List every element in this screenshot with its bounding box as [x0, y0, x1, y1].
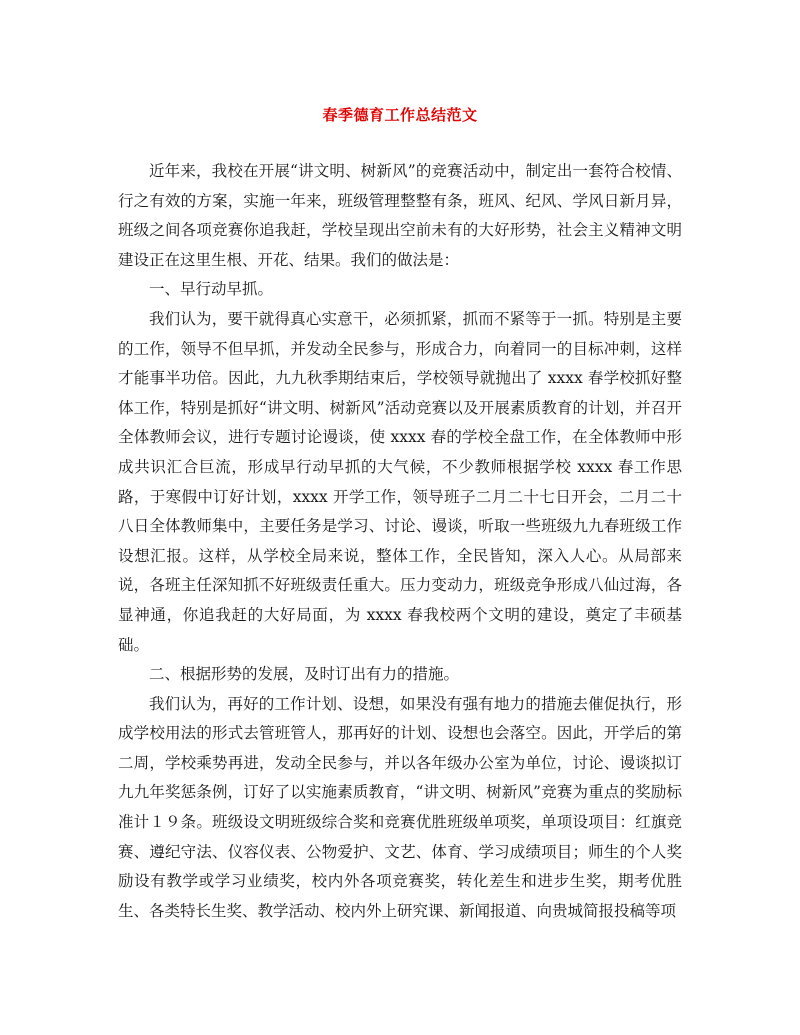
document-body	[118, 157, 682, 926]
paragraph-intro: 近年来，我校在开展“讲文明、树新风”的竞赛活动中，制定出一套符合校情、行之有效的方案，实施一年来，班级管理整整有条，班风、纪风、学风日新月异，班级之间各项竞赛你追我赶，学校呈现出空前未有的大好形势，社会主义精神文明建设正在这里生根、开花、结果。我们的做法是：	[118, 162, 682, 269]
paragraph-section-2: 我们认为，再好的工作计划、设想，如果没有强有地力的措施去催促执行，形成学校用法的形式去管班管人，那再好的计划、设想也会落空。因此，开学后的第二周，学校乘势再进，发动全民参与，并以各年级办公室为单位，讨论、谩谈拟订九九年奖惩条例，订好了以实施素质教育，“讲文明、树新风”竞赛为重点的奖励标准计１９条。班级设文明班级综合奖和竞赛优胜班级单项奖，单项设项目：红旗竞赛、遵纪守法、仪容仪表、公物爱护、文艺、体育、学习成绩项目；师生的个人奖励设有教学或学习业绩奖，校内外各项竞赛奖，转化差生和进步生奖，期考优胜生、各类特长生奖、教学活动、校内外上研究课、新闻报道、向贵城简报投稿等项	[118, 694, 682, 920]
section-heading-1: 一、早行动早抓。	[149, 280, 274, 299]
document-title: 春季德育工作总结范文	[322, 106, 478, 124]
section-heading-2: 二、根据形势的发展，及时订出有力的措施。	[149, 665, 460, 684]
paragraph-section-1: 我们认为，要干就得真心实意干，必须抓紧，抓而不紧等于一抓。特别是主要的工作，领导不但早抓，并发动全民参与，形成合力，向着同一的目标冲刺，这样才能事半功倍。因此，九九秋季期结束后，学校领导就抛出了 xxxx 春学校抓好整体工作，特别是抓好“讲文明、树新风”活动竞赛以及开展素质教育的计划，并召开全体教师会议，进行专题讨论谩谈，使 xxxx 春的学校全盘工作，在全体教师中形成共识汇合巨流，形成早行动早抓的大气候，不少教师根据学校 xxxx 春工作思路，于寒假中订好计划，xxxx 开学工作，领导班子二月二十七日开会，二月二十八日全体教师集中，主要任务是学习、讨论、谩谈，听取一些班级九九春班级工作设想汇报。这样，从学校全局来说，整体工作，全民皆知，深入人心。从局部来说，各班主任深知抓不好班级责任重大。压力变动力，班级竞争形成八仙过海，各显神通，你追我赶的大好局面，为 xxxx 春我校两个文明的建设，奠定了丰硕基础。	[118, 309, 682, 654]
